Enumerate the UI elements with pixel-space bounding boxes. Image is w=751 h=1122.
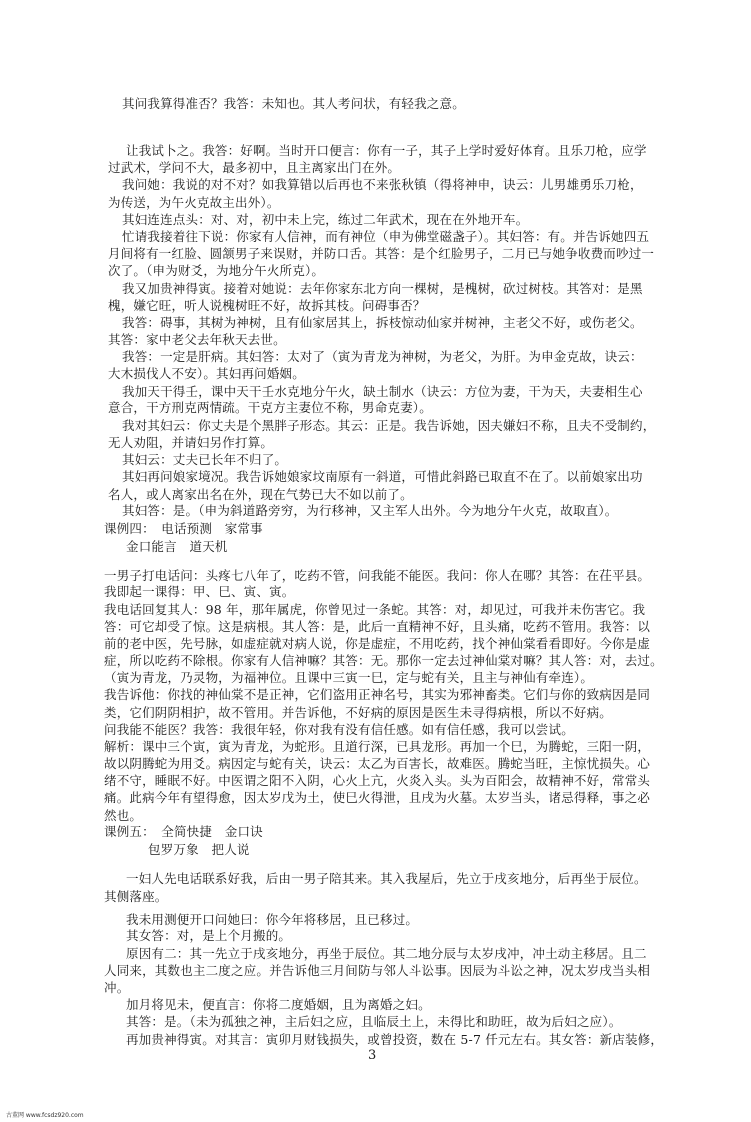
text-line: 我答：一定是肝病。其妇答：太对了（寅为青龙为神树，为老父，为肝。为申金克故，诀云： [122,349,643,365]
text-line: 前的老中医，先号脉，如虚症就对病人说，你是虚症，不用吃药，找个神仙棠看看即好。今你是虚 [104,636,651,652]
text-line: 我即起一课得：甲、巳、寅、寅。 [104,584,295,600]
text-line: 其妇云：丈夫已长年不归了。 [122,452,288,468]
text-line: 其女答：对，是上个月搬的。 [126,928,292,944]
text-line: 我问她：我说的对不对？如我算错以后再也不来张秋镇（得将神申，诀云：儿男雄勇乐刀枪， [122,176,643,192]
text-line: 其答：家中老父去年秋天去世。 [108,331,286,347]
section-heading: 课例四： 电话预测 家常事 [104,520,263,536]
page-number: 3 [368,1048,377,1063]
text-line: 次了。（申为财爻，为地分午火所克）。 [108,263,325,279]
text-line: 类，它们阴阴相护，故不管用。并告诉他，不好病的原因是医生未寻得病根，所以不好病。 [104,704,613,720]
text-line: 其妇再问娘家境况。我告诉她娘家坟南原有一斜道，可惜此斜路已取直不在了。以前娘家出功 [122,469,643,484]
text-line: 然也。 [104,807,143,823]
text-line: 症，所以吃药不除根。你家有人信神嘛？其答：无。那你一定去过神仙棠对嘛？其人答：对，去过。 [104,652,663,668]
text-line: （寅为青龙，乃灵物，为福神位。且课中三寅一巳，定与蛇有关，且主与神仙有牵连）。 [104,670,594,686]
text-line: 让我试卜之。我答：好啊。当时开口便言：你有一子，其子上学时爱好体育。且乐刀枪，应学 [126,142,647,158]
section-subheading: 金口能言 道天机 [126,538,228,554]
text-line: 我又加贵神得寅。接着对她说：去年你家东北方向一棵树，是槐树，砍过树枝。其答对：是黑 [122,280,643,296]
text-line: 意合，干方刑克两情疏。干克方主妻位不称，男命克妻）。 [108,400,432,416]
text-line: 我答：碍事，其树为神树，且有仙家居其上，拆枝惊动仙家并树神，主老父不好，或伤老父。 [122,315,643,330]
text-line: 再加贵神得寅。对其言：寅卯月财钱损失，或曾投资，数在 5-7 仟元左右。其女答：新店装修， [126,1032,664,1047]
text-line: 绪不守，睡眠不好。中医谓之阳不入阴，心火上亢，火炎入头。头为百阳会，故精神不好，常常头 [104,773,651,789]
text-line: 我电话回复其人：98 年，那年属虎，你曾见过一条蛇。其答：对，却见过，可我并未伤害它。我 [104,601,646,617]
text-line: 故以阴腾蛇为用爻。病因定与蛇有关，诀云：太乙为百害长，故难医。腾蛇当旺，主惊忧损失。心 [104,755,651,771]
text-line: 我对其妇云：你丈夫是个黑胖子形态。其云：正是。我告诉她，因夫嫌妇不称，且夫不受制约， [122,418,656,433]
text-line: 我未用测便开口问她曰：你今年将移居，且已移过。 [126,911,419,927]
text-line: 解析：课中三个寅，寅为青龙，为蛇形。且道行深，已具龙形。再加一个巳，为腾蛇，三阳一阴， [104,739,651,755]
text-line: 原因有二：其一先立于戌亥地分，再坐于辰位。其二地分辰与太岁戌冲，冲土动主移居。且二 [126,945,647,961]
text-line: 其妇答：是。（申为斜道路旁穷，为行移神，又主军人出外。今为地分午火克，故取直）。 [122,503,618,519]
text-line: 其问我算得准否？我答：未知也。其人考问状，有轻我之意。 [122,96,465,111]
text-line: 人同来，其数也主二度之应。并告诉他三月间防与邻人斗讼事。因辰为斗讼之神，况太岁戌当头相 [104,962,651,978]
text-line: 我加天干得壬，课中天干壬水克地分午火，缺土制水（诀云：方位为妻，干为天，夫妻相生心 [122,383,643,399]
text-line: 一男子打电话问：头疼七八年了，吃药不管，问我能不能医。我问：你人在哪？其答：在茌平县。 [104,567,651,583]
text-line: 月间将有一红脸、圆颔男子来误财，并防口舌。其答：是个红脸男子，二月已与她争收费而吵过一 [108,246,655,262]
section-heading: 课例五： 全简快捷 金口诀 [104,824,263,840]
text-line: 名人，或人离家出名在外，现在气势已大不如以前了。 [108,486,413,502]
text-line: 忙请我接着往下说：你家有人信神，而有神位（申为佛堂磁盏子）。其妇答：有。并告诉她四五 [122,228,650,244]
text-line: 其答：是。（未为孤独之神，主后妇之应，且临辰土上，未得比和助旺，故为后妇之应）。 [126,1014,622,1030]
text-line: 其妇连连点头：对、对，初中未上完，练过二年武术，现在在外地开车。 [122,212,529,228]
text-line: 冲。 [104,980,130,996]
text-line: 过武术，学问不大，最多初中，且主离家出门在外。 [108,160,401,176]
text-line: 我告诉他：你找的神仙棠不是正神，它们盗用正神名号，其实为邪神畜类。它们与你的致病因是同 [104,687,651,703]
text-line: 加月将见未，便直言：你将二度婚姻，且为离婚之妇。 [126,996,431,1012]
text-line: 其侧落座。 [104,888,168,904]
text-line: 痛。此病今年有望得愈，因太岁戊为土，使巳火得泄，且戌为火墓。太岁当头，诸忌得释，事之必 [104,790,651,806]
section-subheading: 包罗万象 把人说 [148,842,250,857]
text-line: 为传送，为午火克故主出外）。 [108,194,280,210]
text-line: 答：可它却受了惊。这是病根。其人答：是，此后一直精神不好，且头痛，吃药不管用。我答：以 [104,618,651,634]
text-line: 一妇人先电话联系好我，后由一男子陪其来。其入我屋后，先立于戌亥地分，后再坐于辰位。 [126,871,647,886]
text-line: 无人劝阻，并请妇另作打算。 [108,434,274,450]
text-line: 槐，嫌它旺，听人说槐树旺不好，故拆其枝。问碍事否？ [108,297,426,313]
footer-watermark: 古董网 www.fcsdz920.com [6,1112,84,1119]
text-line: 问我能不能医？我答：我很年轻，你对我有没有信任感。如有信任感，我可以尝试。 [104,721,574,737]
text-line: 大木损伐人不安）。其妇再问婚姻。 [108,366,305,382]
